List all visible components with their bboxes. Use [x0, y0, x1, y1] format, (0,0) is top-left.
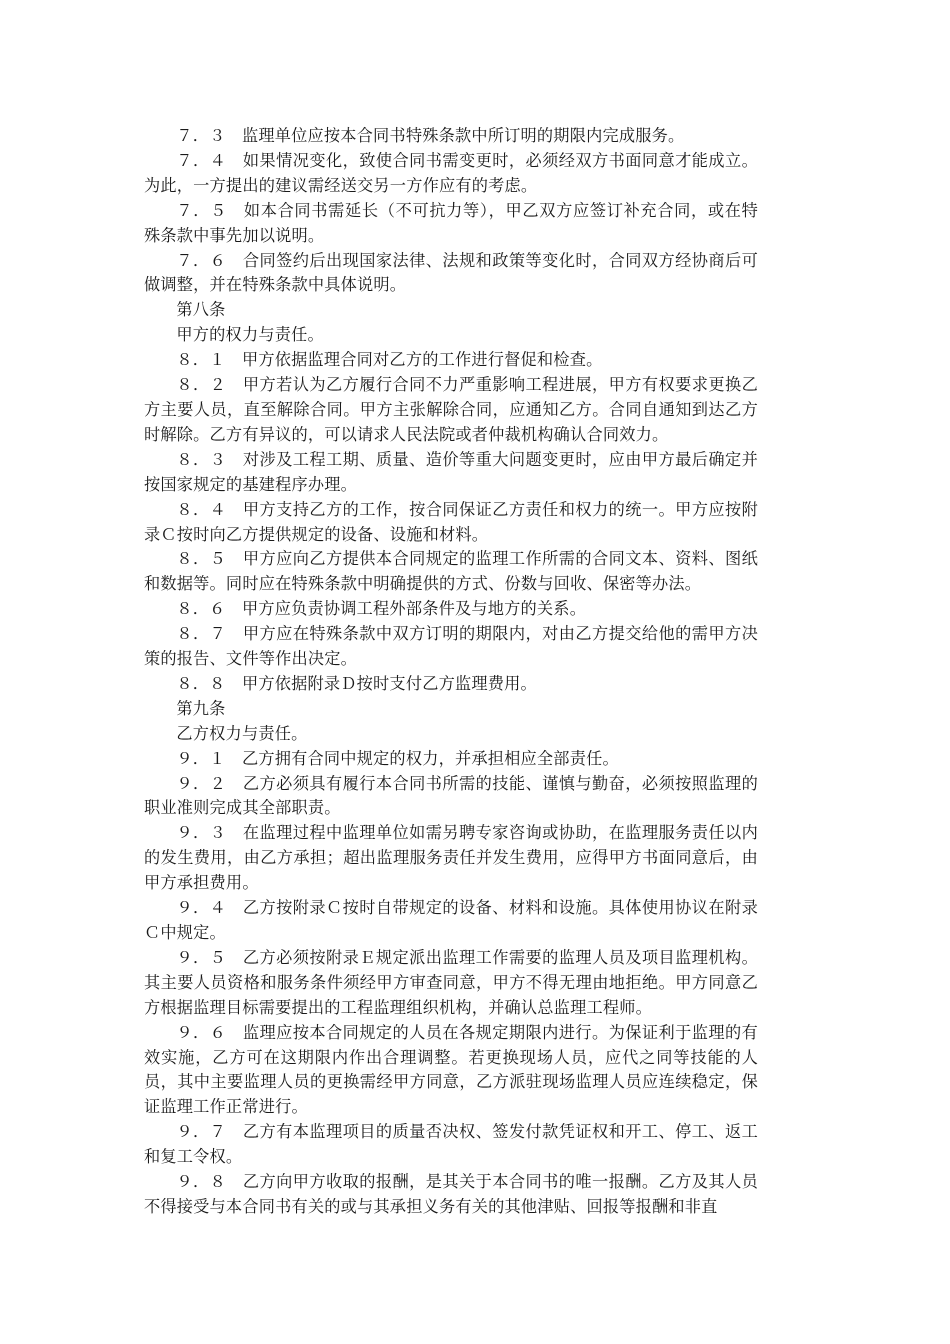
article-9-heading: 第九条 — [176, 698, 226, 718]
clause-9-5: ９．５ 乙方必须按附录Ｅ规定派出监理工作需要的监理人员及项目监理机构。其主要人员资格和服务条件须经甲方审查同意，甲方不得无理由地拒绝。甲方同意乙方根据监理目标需要提出的工程监理组织机构，并确认总监理工程师。 — [144, 947, 758, 1017]
clause-9-7: ９．７ 乙方有本监理项目的质量否决权、签发付款凭证权和开工、停工、返工和复工令权。 — [144, 1122, 758, 1167]
article-9-title: 乙方权力与责任。 — [176, 723, 308, 743]
clause-7-5: ７．５ 如本合同书需延长（不可抗力等），甲乙双方应签订补充合同，或在特殊条款中事先加以说明。 — [144, 200, 758, 245]
clause-8-4: ８．４ 甲方支持乙方的工作，按合同保证乙方责任和权力的统一。甲方应按附录Ｃ按时向乙方提供规定的设备、设施和材料。 — [144, 499, 758, 544]
clause-7-6: ７．６ 合同签约后出现国家法律、法规和政策等变化时，合同双方经协商后可做调整，并在特殊条款中具体说明。 — [144, 250, 758, 295]
clause-8-7: ８．７ 甲方应在特殊条款中双方订明的期限内，对由乙方提交给他的需甲方决策的报告、文件等作出决定。 — [144, 624, 758, 669]
clause-9-2: ９．２ 乙方必须具有履行本合同书所需的技能、谨慎与勤奋，必须按照监理的职业准则完成其全部职责。 — [144, 773, 758, 818]
clause-8-2: ８．２ 甲方若认为乙方履行合同不力严重影响工程进展，甲方有权要求更换乙方主要人员，直至解除合同。甲方主张解除合同，应通知乙方。合同自通知到达乙方时解除。乙方有异议的，可以请求人民法院或者仲裁机构确认合同效力。 — [144, 375, 758, 444]
clause-9-4: ９．４ 乙方按附录Ｃ按时自带规定的设备、材料和设施。具体使用协议在附录Ｃ中规定。 — [144, 898, 758, 942]
clause-8-8: ８．８ 甲方依据附录Ｄ按时支付乙方监理费用。 — [176, 673, 537, 693]
clause-8-3: ８．３ 对涉及工程工期、质量、造价等重大问题变更时，应由甲方最后确定并按国家规定的基建程序办理。 — [144, 449, 758, 494]
clause-9-8: ９．８ 乙方向甲方收取的报酬，是其关于本合同书的唯一报酬。乙方及其人员不得接受与本合同书有关的或与其承担义务有关的其他津贴、回报等报酬和非直 — [144, 1172, 758, 1216]
clause-9-1: ９．１ 乙方拥有合同中规定的权力，并承担相应全部责任。 — [176, 748, 619, 768]
clause-7-4: ７．４ 如果情况变化，致使合同书需变更时，必须经双方书面同意才能成立。为此，一方提出的建议需经送交另一方作应有的考虑。 — [144, 150, 758, 195]
article-8-title: 甲方的权力与责任。 — [176, 325, 324, 345]
clause-8-6: ８．６ 甲方应负责协调工程外部条件及与地方的关系。 — [176, 599, 587, 619]
clause-8-5: ８．５ 甲方应向乙方提供本合同规定的监理工作所需的合同文本、资料、图纸和数据等。同时应在特殊条款中明确提供的方式、份数与回收、保密等办法。 — [144, 549, 758, 594]
clause-9-6: ９．６ 监理应按本合同规定的人员在各规定期限内进行。为保证利于监理的有效实施，乙方可在这期限内作出合理调整。若更换现场人员，应代之同等技能的人员，其中主要监理人员的更换需经甲方同意，乙方派驻现场监理人员应连续稳定，保证监理工作正常进行。 — [144, 1022, 758, 1117]
clause-8-1: ８．１ 甲方依据监理合同对乙方的工作进行督促和检查。 — [176, 350, 603, 370]
document-body — [144, 124, 758, 1220]
clause-7-3: ７．３ 监理单位应按本合同书特殊条款中所订明的期限内完成服务。 — [176, 126, 685, 145]
article-8-heading: 第八条 — [176, 300, 226, 320]
clause-9-3: ９．３ 在监理过程中监理单位如需另聘专家咨询或协助，在监理服务责任以内的发生费用，由乙方承担；超出监理服务责任并发生费用，应得甲方书面同意后，由甲方承担费用。 — [144, 823, 758, 893]
